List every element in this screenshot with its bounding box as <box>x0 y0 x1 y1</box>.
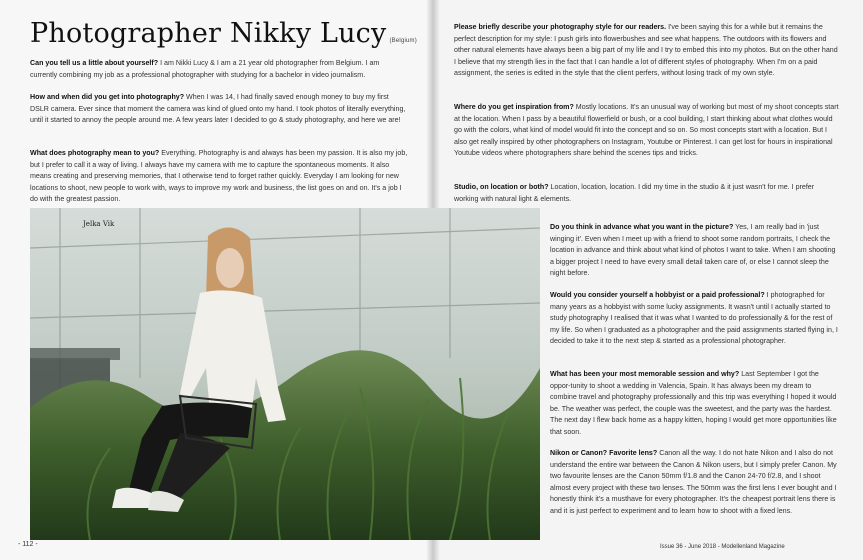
photo-illustration <box>30 208 540 540</box>
qa-answer: Canon all the way. I do not hate Nikon and I also do not understand the entire war between the Canon & Nikon users, but I simply prefer Canon. My two favourite lenses are the Canon 50mm f/1.8 and the Canon 24-70 f/2.8, and I shoot almost every project with these two lenses. The 50mm was the first lens I ever bought and I honestly think it's a musthave for every photographer. It's the cheapest portrait lens there is and it is just perfect to experiment and to learn how to shoot with a fixed lens. <box>550 449 837 515</box>
qa-block-memorable <box>550 369 838 439</box>
qa-block-about <box>30 58 408 81</box>
qa-block-inspiration <box>454 102 839 160</box>
qa-block-hobbyist <box>550 290 838 348</box>
title-main: Photographer Nikky Lucy <box>30 18 387 49</box>
portrait-photo <box>30 208 540 540</box>
qa-answer: Mostly locations. It's an unusual way of working but most of my shoot concepts start at the location. When I pass by a beautiful flowerfield or bush, or a cool building, I start thinking about what clothes would go with the colors, what kind of model would fit into the concept and so on. So most concepts start with a location. But I also get really inspired by other photographers on Instagram, Youtube or Pinterest. I can get lost for hours in inspirational Youtube videos where photographers share behind the scenes tips and tricks. <box>454 103 839 158</box>
qa-block-planning <box>550 222 838 280</box>
qa-answer: Yes, I am really bad in 'just winging it'. Even when I meet up with a friend to shoot some random portraits, I check the location in advance and think about what kind of photos I want to take. When I am shooting a bigger project I need to have every small detail taken care of, or else I cannot sleep the night before. <box>550 223 836 278</box>
qa-question: Can you tell us a little about yourself? <box>30 59 159 67</box>
qa-question: Please briefly describe your photography style for our readers. <box>454 23 667 31</box>
qa-block-meaning <box>30 148 408 206</box>
qa-answer: Last September I got the oppor-tunity to shoot a wedding in Valencia, Spain. It has always been my dream to combine travel and photography professionally and this trip was everything I hoped it would be. The weather was perfect, the couple was the sweetest, and the party was the hardest. The next day I flew back home as a happy kitten, hoping I would get more opportunities like that soon. <box>550 370 837 436</box>
title-country: (Belgium) <box>389 38 417 44</box>
qa-answer: I am Nikki Lucy & I am a 21 year old photographer from Belgium. I am currently combining my job as a professional photographer with studying for a bachelor in video journalism. <box>30 59 380 79</box>
photo-credit: Jelka Vik <box>83 220 115 228</box>
qa-answer: Everything. Photography is and always has been my passion. It is also my job, but I prefer to call it a way of living. I always have my camera with me to capture the spontaneous moments. It also means creating and preserving memories, that I otherwise tend to forget rather quickly. Everyday I am looking for new locations to shoot, new people to work with, ways to improve my work and business, the list goes on and on. It's a job I do with the greatest passion. <box>30 149 408 204</box>
qa-question: Studio, on location or both? <box>454 183 549 191</box>
qa-question: Would you consider yourself a hobbyist or a paid professional? <box>550 291 765 299</box>
qa-answer: When I was 14, I had finally saved enough money to buy my first DSLR camera. Ever since that moment the camera was kind of glued onto my hand. I took photos of literally everything, until it started to annoy the people around me. A few years later I decided to go & study photography, and here we are! <box>30 93 406 125</box>
qa-question: Where do you get inspiration from? <box>454 103 574 111</box>
qa-question: Do you think in advance what you want in the picture? <box>550 223 734 231</box>
qa-question: What does photography mean to you? <box>30 149 160 157</box>
qa-block-start <box>30 92 408 127</box>
qa-answer: I've been saying this for a while but it remains the perfect description for my style: I push girls into flowerbushes and see what happens. The outdoors with its flowers and other natural elements have always been a big part of my life and I try to embed this into my photos. But on the other hand I believe that my strength lies in the fact that I can handle a lot of different styles of photography. When I'm on a paid assignment, the series is edited in the style that the client perfers, without losing track of my own style. <box>454 23 838 78</box>
qa-answer: I photographed for many years as a hobbyist with some lucky assignments. It wasn't until I actually started to study photography I realised that it was what I wanted to do professionally & for the rest of my life. So when I graduated as a photographer and the paid assignments started flying in, I decided to take it to the next step & started as a professional photographer. <box>550 291 838 346</box>
qa-block-gear <box>550 448 838 518</box>
qa-question: What has been your most memorable session and why? <box>550 370 740 378</box>
page-number: - 112 - <box>18 541 38 548</box>
qa-question: Nikon or Canon? Favorite lens? <box>550 449 658 457</box>
qa-question: How and when did you get into photography? <box>30 93 185 101</box>
qa-block-style <box>454 22 839 80</box>
qa-answer: Location, location, location. I did my time in the studio & it just wasn't for me. I prefer working with natural light & elements. <box>454 183 815 203</box>
article-title <box>30 18 417 49</box>
qa-block-studio <box>454 182 839 205</box>
issue-footer: Issue 36 - June 2018 - Modellenland Magazine <box>660 544 785 550</box>
